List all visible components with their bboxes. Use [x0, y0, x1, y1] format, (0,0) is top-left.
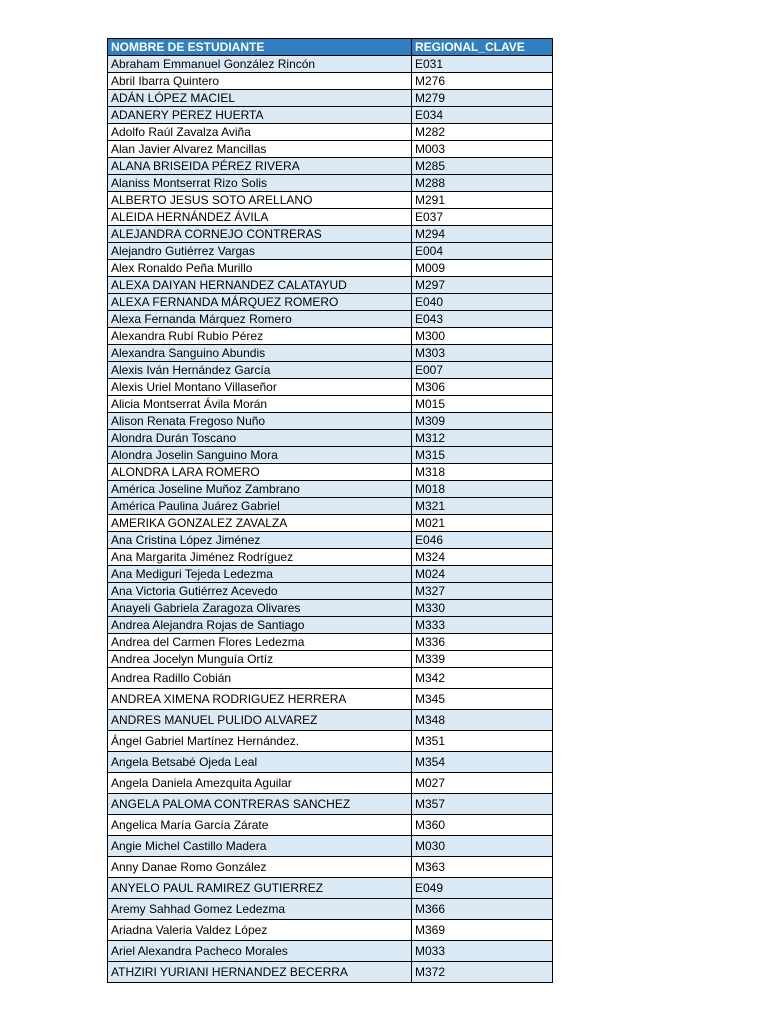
- student-name-cell[interactable]: Anny Danae Romo González: [108, 857, 412, 878]
- regional-code-cell[interactable]: M300: [412, 328, 553, 345]
- regional-code-cell[interactable]: M276: [412, 73, 553, 90]
- table-row: [108, 124, 553, 141]
- regional-code-cell[interactable]: M318: [412, 464, 553, 481]
- student-name-cell[interactable]: Alexandra Sanguino Abundis: [108, 345, 412, 362]
- table-row: [108, 515, 553, 532]
- table-row: [108, 498, 553, 515]
- student-name-cell[interactable]: ANDREA XIMENA RODRIGUEZ HERRERA: [108, 689, 412, 710]
- regional-code-cell[interactable]: M291: [412, 192, 553, 209]
- regional-code-cell[interactable]: M360: [412, 815, 553, 836]
- header-student-name[interactable]: NOMBRE DE ESTUDIANTE: [108, 39, 412, 56]
- regional-code-cell[interactable]: M279: [412, 90, 553, 107]
- table-row: [108, 430, 553, 447]
- table-row: [108, 56, 553, 73]
- student-name-cell[interactable]: Ana Mediguri Tejeda Ledezma: [108, 566, 412, 583]
- table-row: [108, 328, 553, 345]
- regional-code-cell[interactable]: M351: [412, 731, 553, 752]
- regional-code-cell[interactable]: M285: [412, 158, 553, 175]
- student-name-cell[interactable]: ADANERY PEREZ HUERTA: [108, 107, 412, 124]
- regional-code-cell[interactable]: M030: [412, 836, 553, 857]
- student-name-cell[interactable]: Andrea Jocelyn Munguía Ortíz: [108, 651, 412, 668]
- table-row: [108, 73, 553, 90]
- regional-code-cell[interactable]: M009: [412, 260, 553, 277]
- table-row: [108, 962, 553, 983]
- regional-code-cell[interactable]: E049: [412, 878, 553, 899]
- student-name-cell[interactable]: Alison Renata Fregoso Nuño: [108, 413, 412, 430]
- table-row: [108, 566, 553, 583]
- table-row: [108, 532, 553, 549]
- student-name-cell[interactable]: Ariadna Valeria Valdez López: [108, 920, 412, 941]
- student-name-cell[interactable]: ALEIDA HERNÁNDEZ ÁVILA: [108, 209, 412, 226]
- regional-code-cell[interactable]: M336: [412, 634, 553, 651]
- regional-code-cell[interactable]: M309: [412, 413, 553, 430]
- student-name-cell[interactable]: Alan Javier Alvarez Mancillas: [108, 141, 412, 158]
- student-name-cell[interactable]: Alejandro Gutiérrez Vargas: [108, 243, 412, 260]
- regional-code-cell[interactable]: M342: [412, 668, 553, 689]
- student-name-cell[interactable]: Angelica María García Zárate: [108, 815, 412, 836]
- regional-code-cell[interactable]: M288: [412, 175, 553, 192]
- student-name-cell[interactable]: Alexa Fernanda Márquez Romero: [108, 311, 412, 328]
- table-row: [108, 634, 553, 651]
- regional-code-cell[interactable]: E037: [412, 209, 553, 226]
- student-name-cell[interactable]: América Paulina Juárez Gabriel: [108, 498, 412, 515]
- student-name-cell[interactable]: Angela Daniela Amezquita Aguilar: [108, 773, 412, 794]
- student-name-cell[interactable]: Anayeli Gabriela Zaragoza Olivares: [108, 600, 412, 617]
- regional-code-cell[interactable]: M315: [412, 447, 553, 464]
- table-row: [108, 899, 553, 920]
- table-row: [108, 878, 553, 899]
- table-row: [108, 651, 553, 668]
- regional-code-cell[interactable]: M324: [412, 549, 553, 566]
- table-row: [108, 413, 553, 430]
- regional-code-cell[interactable]: M354: [412, 752, 553, 773]
- regional-code-cell[interactable]: E031: [412, 56, 553, 73]
- table-row: [108, 668, 553, 689]
- table-row: [108, 175, 553, 192]
- student-name-cell[interactable]: Aremy Sahhad Gomez Ledezma: [108, 899, 412, 920]
- student-name-cell[interactable]: Alexis Uriel Montano Villaseñor: [108, 379, 412, 396]
- student-name-cell[interactable]: Ariel Alexandra Pacheco Morales: [108, 941, 412, 962]
- regional-code-cell[interactable]: M372: [412, 962, 553, 983]
- regional-code-cell[interactable]: M282: [412, 124, 553, 141]
- student-name-cell[interactable]: Angie Michel Castillo Madera: [108, 836, 412, 857]
- regional-code-cell[interactable]: E007: [412, 362, 553, 379]
- student-name-cell[interactable]: Andrea Alejandra Rojas de Santiago: [108, 617, 412, 634]
- student-name-cell[interactable]: Ana Cristina López Jiménez: [108, 532, 412, 549]
- table-row: [108, 260, 553, 277]
- regional-code-cell[interactable]: M339: [412, 651, 553, 668]
- table-row: [108, 710, 553, 731]
- regional-code-cell[interactable]: M033: [412, 941, 553, 962]
- regional-code-cell[interactable]: M015: [412, 396, 553, 413]
- regional-code-cell[interactable]: M366: [412, 899, 553, 920]
- table-row: [108, 773, 553, 794]
- table-row: [108, 379, 553, 396]
- student-name-cell[interactable]: Alondra Durán Toscano: [108, 430, 412, 447]
- student-name-cell[interactable]: Angela Betsabé Ojeda Leal: [108, 752, 412, 773]
- student-name-cell[interactable]: Ana Margarita Jiménez Rodríguez: [108, 549, 412, 566]
- regional-code-cell[interactable]: M303: [412, 345, 553, 362]
- regional-code-cell[interactable]: E004: [412, 243, 553, 260]
- regional-code-cell[interactable]: M327: [412, 583, 553, 600]
- table-row: [108, 920, 553, 941]
- table-row: [108, 90, 553, 107]
- regional-code-cell[interactable]: M024: [412, 566, 553, 583]
- table-row: [108, 941, 553, 962]
- student-name-cell[interactable]: Adolfo Raúl Zavalza Aviña: [108, 124, 412, 141]
- student-name-cell[interactable]: ANYELO PAUL RAMIREZ GUTIERREZ: [108, 878, 412, 899]
- student-name-cell[interactable]: ALEXA DAIYAN HERNANDEZ CALATAYUD: [108, 277, 412, 294]
- student-name-cell[interactable]: Alaniss Montserrat Rizo Solis: [108, 175, 412, 192]
- student-name-cell[interactable]: Alex Ronaldo Peña Murillo: [108, 260, 412, 277]
- table-row: [108, 836, 553, 857]
- regional-code-cell[interactable]: M369: [412, 920, 553, 941]
- student-name-cell[interactable]: Abril Ibarra Quintero: [108, 73, 412, 90]
- regional-code-cell[interactable]: M363: [412, 857, 553, 878]
- student-table: [107, 38, 553, 983]
- table-row: [108, 600, 553, 617]
- table-row: [108, 243, 553, 260]
- regional-code-cell[interactable]: E043: [412, 311, 553, 328]
- table-row: [108, 464, 553, 481]
- student-name-cell[interactable]: Ángel Gabriel Martínez Hernández.: [108, 731, 412, 752]
- table-row: [108, 294, 553, 311]
- regional-code-cell[interactable]: M027: [412, 773, 553, 794]
- student-name-cell[interactable]: ANDRES MANUEL PULIDO ALVAREZ: [108, 710, 412, 731]
- regional-code-cell[interactable]: E034: [412, 107, 553, 124]
- regional-code-cell[interactable]: M345: [412, 689, 553, 710]
- student-name-cell[interactable]: Abraham Emmanuel González Rincón: [108, 56, 412, 73]
- regional-code-cell[interactable]: M312: [412, 430, 553, 447]
- table-row: [108, 107, 553, 124]
- table-row: [108, 447, 553, 464]
- student-name-cell[interactable]: ADÁN LÓPEZ MACIEL: [108, 90, 412, 107]
- table-row: [108, 689, 553, 710]
- regional-code-cell[interactable]: M018: [412, 481, 553, 498]
- header-row: [108, 39, 553, 56]
- table-row: [108, 752, 553, 773]
- student-name-cell[interactable]: Alondra Joselin Sanguino Mora: [108, 447, 412, 464]
- table-row: [108, 362, 553, 379]
- table-row: [108, 141, 553, 158]
- student-name-cell[interactable]: Andrea Radillo Cobián: [108, 668, 412, 689]
- table-row: [108, 617, 553, 634]
- table-body: [108, 56, 553, 983]
- regional-code-cell[interactable]: E046: [412, 532, 553, 549]
- table-row: [108, 192, 553, 209]
- regional-code-cell[interactable]: M306: [412, 379, 553, 396]
- student-name-cell[interactable]: ALBERTO JESUS SOTO ARELLANO: [108, 192, 412, 209]
- regional-code-cell[interactable]: M021: [412, 515, 553, 532]
- regional-code-cell[interactable]: M297: [412, 277, 553, 294]
- regional-code-cell[interactable]: E040: [412, 294, 553, 311]
- regional-code-cell[interactable]: M357: [412, 794, 553, 815]
- student-name-cell[interactable]: América Joseline Muñoz Zambrano: [108, 481, 412, 498]
- student-name-cell[interactable]: Alexis Iván Hernández García: [108, 362, 412, 379]
- table-row: [108, 209, 553, 226]
- regional-code-cell[interactable]: M333: [412, 617, 553, 634]
- student-name-cell[interactable]: AMERIKA GONZALEZ ZAVALZA: [108, 515, 412, 532]
- table-row: [108, 731, 553, 752]
- table-row: [108, 481, 553, 498]
- regional-code-cell[interactable]: M321: [412, 498, 553, 515]
- student-name-cell[interactable]: Andrea del Carmen Flores Ledezma: [108, 634, 412, 651]
- header-regional-code[interactable]: REGIONAL_CLAVE: [412, 39, 553, 56]
- regional-code-cell[interactable]: M330: [412, 600, 553, 617]
- table-row: [108, 277, 553, 294]
- table-row: [108, 158, 553, 175]
- student-name-cell[interactable]: ATHZIRI YURIANI HERNANDEZ BECERRA: [108, 962, 412, 983]
- student-name-cell[interactable]: ALONDRA LARA ROMERO: [108, 464, 412, 481]
- student-name-cell[interactable]: Ana Victoria Gutiérrez Acevedo: [108, 583, 412, 600]
- regional-code-cell[interactable]: M003: [412, 141, 553, 158]
- student-name-cell[interactable]: ALANA BRISEIDA PÉREZ RIVERA: [108, 158, 412, 175]
- table-row: [108, 311, 553, 328]
- student-name-cell[interactable]: ALEXA FERNANDA MÁRQUEZ ROMERO: [108, 294, 412, 311]
- table-row: [108, 815, 553, 836]
- student-name-cell[interactable]: Alexandra Rubí Rubio Pérez: [108, 328, 412, 345]
- student-name-cell[interactable]: Alicia Montserrat Ávila Morán: [108, 396, 412, 413]
- regional-code-cell[interactable]: M294: [412, 226, 553, 243]
- table-row: [108, 345, 553, 362]
- table-row: [108, 583, 553, 600]
- student-name-cell[interactable]: ANGELA PALOMA CONTRERAS SANCHEZ: [108, 794, 412, 815]
- table-row: [108, 794, 553, 815]
- student-name-cell[interactable]: ALEJANDRA CORNEJO CONTRERAS: [108, 226, 412, 243]
- table-row: [108, 396, 553, 413]
- regional-code-cell[interactable]: M348: [412, 710, 553, 731]
- table-row: [108, 549, 553, 566]
- table-row: [108, 857, 553, 878]
- table-row: [108, 226, 553, 243]
